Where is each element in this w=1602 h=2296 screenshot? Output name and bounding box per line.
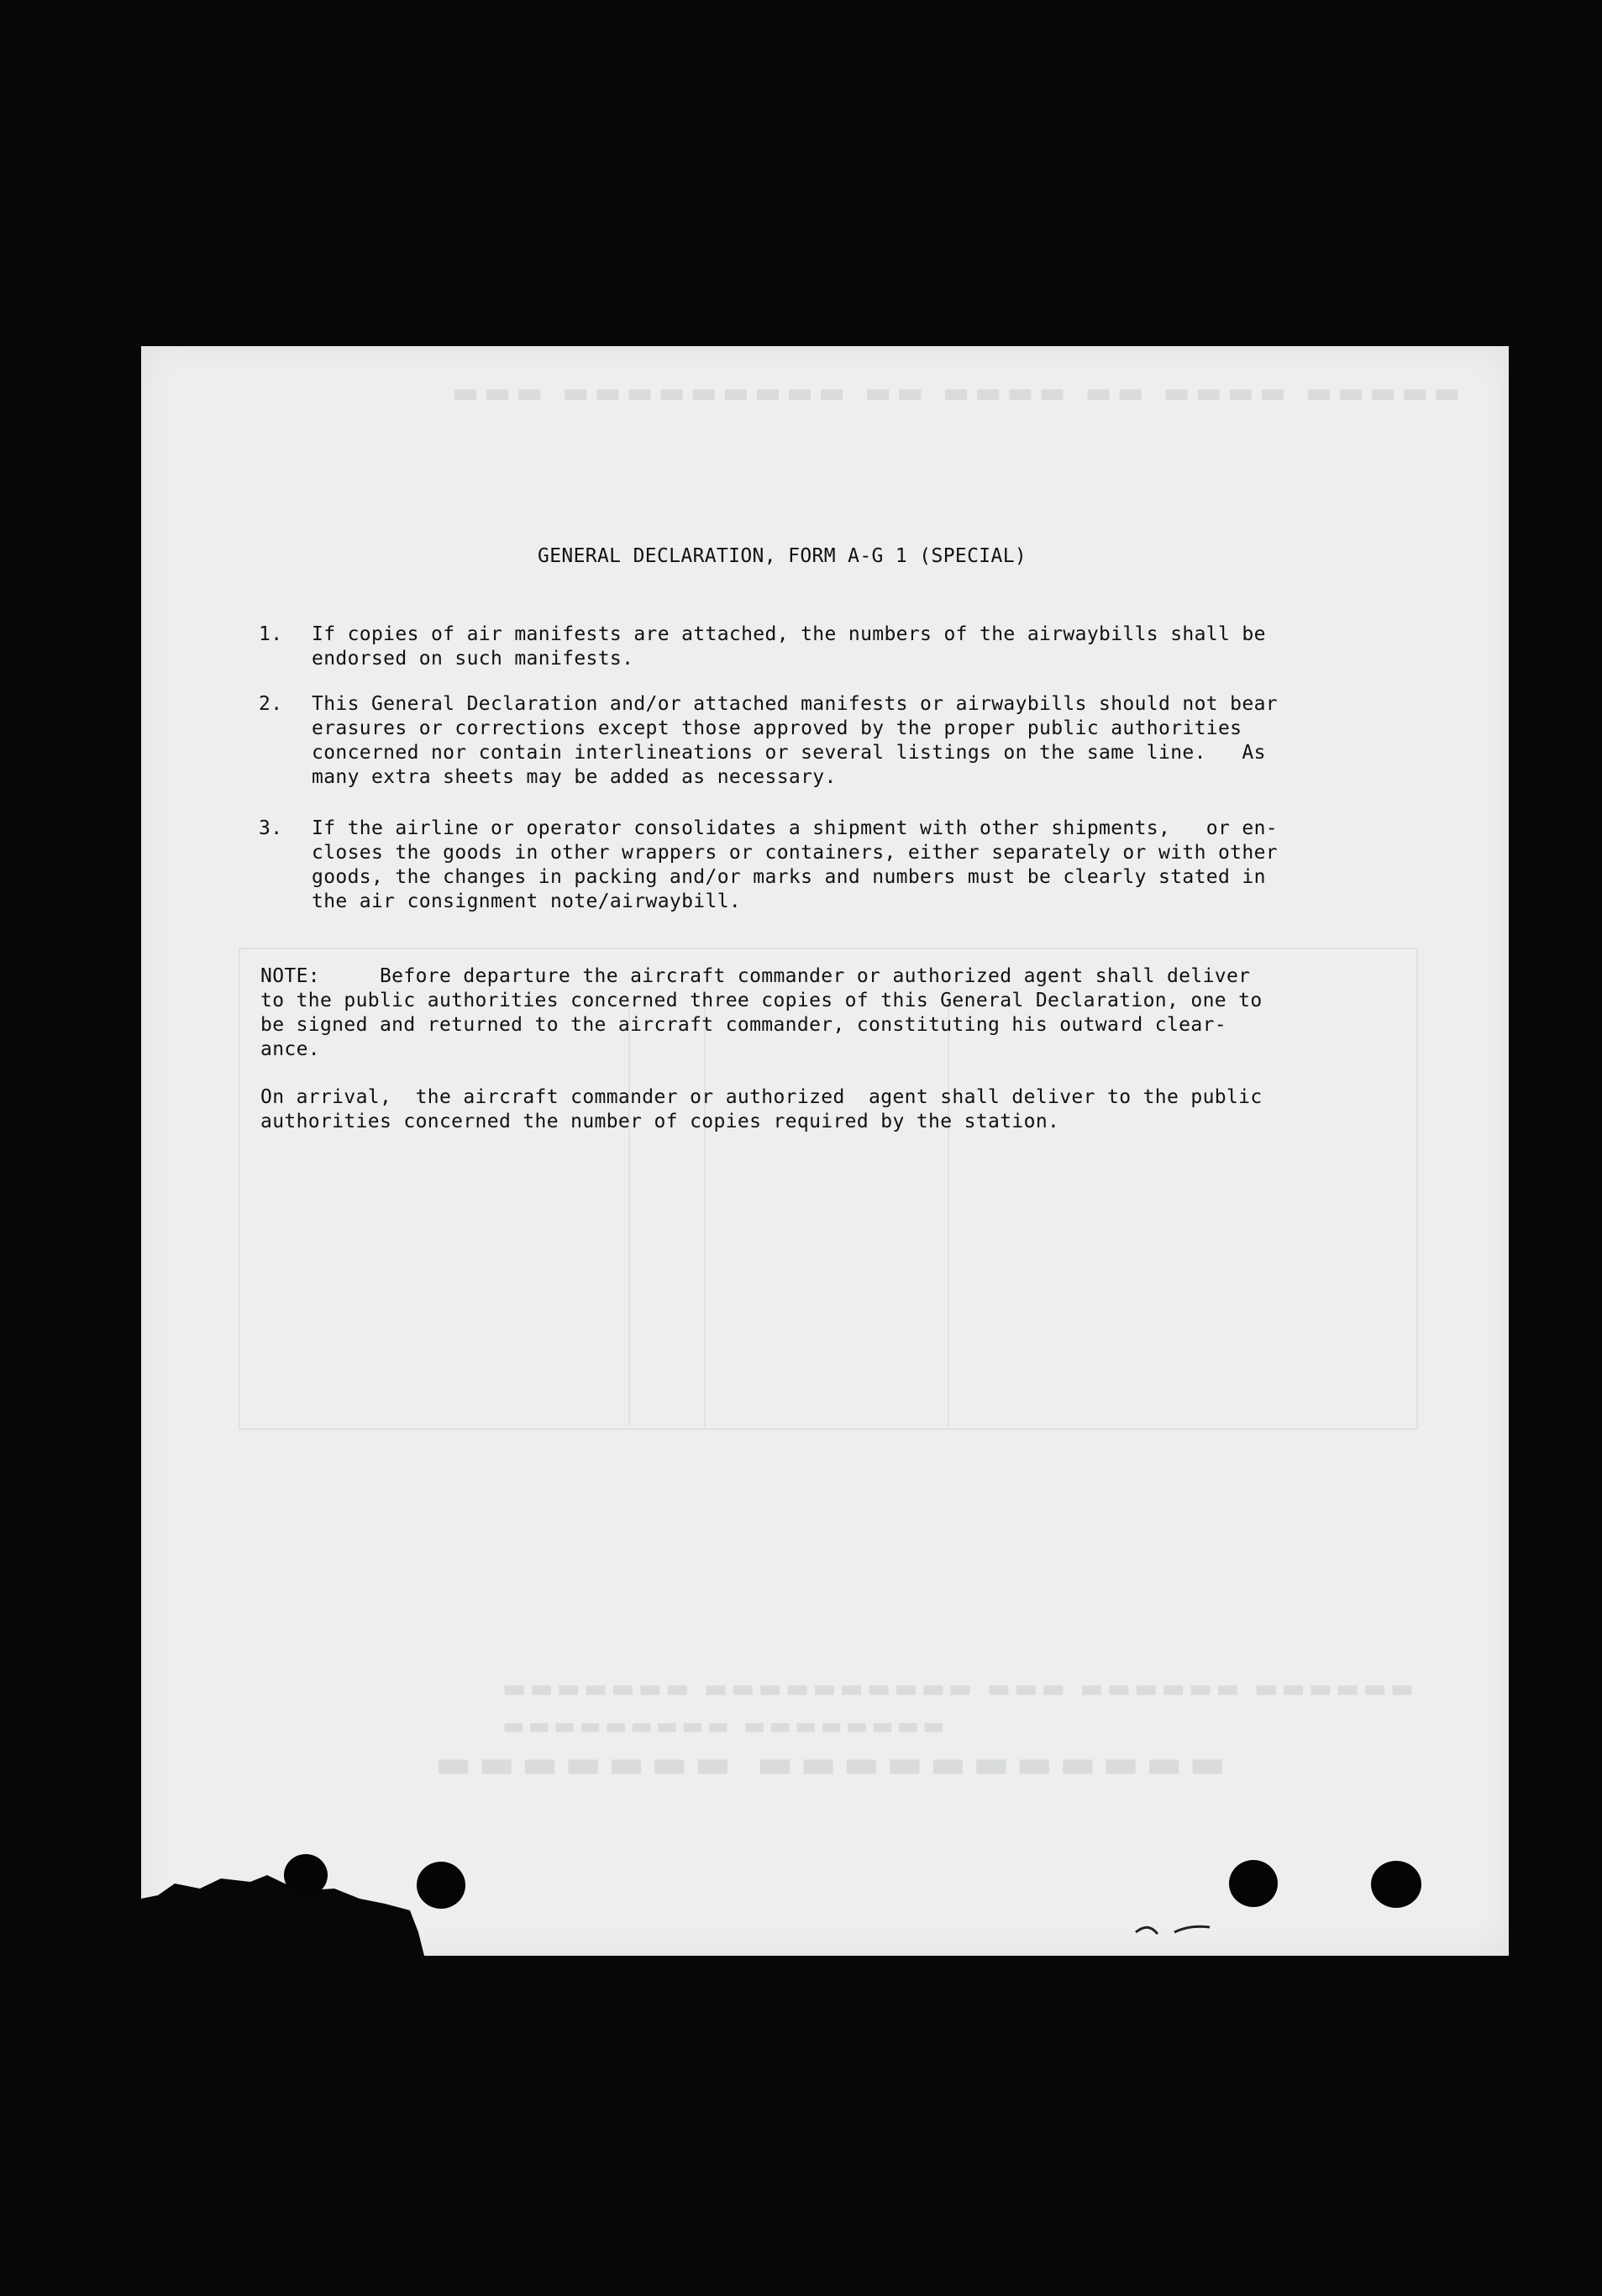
item-number: 3.	[259, 817, 283, 839]
bleed-through-rule	[704, 1001, 706, 1426]
item-text: This General Declaration and/or attached manifests or airwaybills should not bear erasures or corrections except those approved by the proper public authorities concerned nor contain interlineations or several listings on the same line. As many extra sheets may be added as necessary.	[312, 693, 1278, 788]
bleed-through-rule	[948, 1001, 949, 1426]
paper-sheet	[141, 346, 1509, 1956]
form-title: GENERAL DECLARATION, FORM A-G 1 (SPECIAL)	[538, 545, 1027, 567]
item-number: 2.	[259, 693, 283, 715]
bleed-through-rule	[628, 1001, 630, 1426]
scratch-mark	[1132, 1915, 1233, 1941]
item-number: 1.	[259, 623, 283, 645]
bleed-through-line: ▬▬▬▬▬▬▬▬▬ ▬▬▬▬▬▬▬▬	[502, 1715, 948, 1743]
bleed-through-title: ▬▬▬▬▬▬▬ ▬▬▬▬▬▬▬▬▬▬▬	[435, 1747, 1232, 1793]
bleed-through-heading: ▬▬▬ ▬▬▬▬▬▬▬▬▬ ▬▬ ▬▬▬▬ ▬▬ ▬▬▬▬ ▬▬▬▬▬	[452, 380, 1466, 413]
item-text: If the airline or operator consolidates a shipment with other shipments, or en- closes the goods in other wrappers or containers, either separately or with other goods, the changes in packing and/or marks and numbers must be clearly stated in the air consignment note/airwaybill.	[312, 817, 1278, 912]
item-text: If copies of air manifests are attached, the numbers of the airwaybills shall be endorsed on such manifests.	[312, 623, 1266, 670]
punch-hole	[284, 1854, 328, 1896]
bleed-through-line: ▬▬▬▬▬▬▬ ▬▬▬▬▬▬▬▬▬▬ ▬▬▬ ▬▬▬▬▬▬ ▬▬▬▬▬▬	[502, 1677, 1418, 1706]
arrival-paragraph: On arrival, the aircraft commander or authorized agent shall deliver to the public authorities concerned the number of copies required by the station.	[260, 1086, 1263, 1132]
punch-hole	[417, 1862, 465, 1909]
note-paragraph: NOTE: Before departure the aircraft commander or authorized agent shall deliver to the public authorities concerned three copies of this General Declaration, one to be signed and returned to the aircraft commander, constituting his outward clear- ance.	[260, 965, 1263, 1060]
punch-hole	[1229, 1860, 1278, 1907]
torn-corner-shape	[141, 1873, 427, 1966]
punch-hole	[1371, 1861, 1421, 1908]
